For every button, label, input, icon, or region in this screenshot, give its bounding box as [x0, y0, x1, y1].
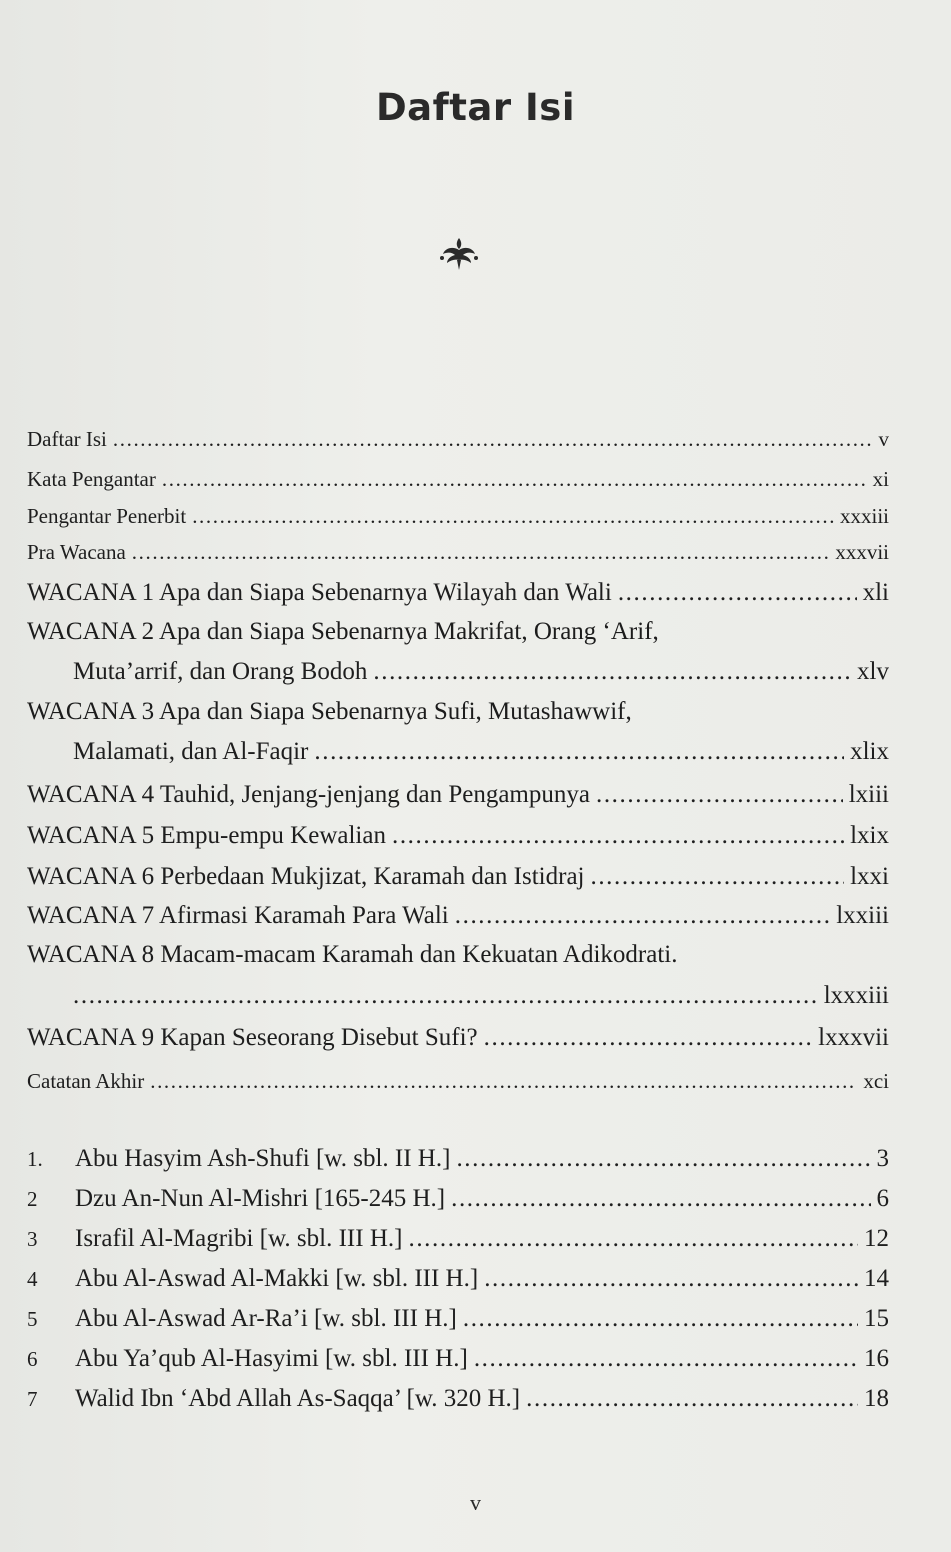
toc-entry-page: lxix [850, 822, 889, 849]
toc-entry-page: v [878, 427, 889, 451]
toc-entry-page: 6 [876, 1185, 889, 1212]
toc-entry[interactable] [27, 540, 889, 565]
toc-entry[interactable] [27, 781, 889, 809]
toc-entry-title: Dzu An-Nun Al-Mishri [165-245 H.] [75, 1185, 446, 1212]
dot-leader [113, 427, 873, 452]
toc-entry[interactable] [27, 902, 889, 930]
toc-entry-page: xi [872, 467, 889, 491]
dot-leader [474, 1345, 858, 1373]
toc-entry[interactable] [27, 467, 889, 492]
toc-entry[interactable] [27, 1145, 889, 1173]
toc-entry-title: WACANA 1 Apa dan Siapa Sebenarnya Wilayah dan Wali [27, 579, 612, 606]
dot-leader [150, 1069, 857, 1094]
toc-entry[interactable] [27, 1265, 889, 1293]
toc-entry[interactable] [27, 579, 889, 607]
toc-entry-number: 6 [27, 1347, 38, 1371]
dot-leader [192, 504, 834, 529]
toc-entry[interactable] [27, 1305, 889, 1333]
toc-entry-number: 2 [27, 1187, 38, 1211]
toc-entry-number: 4 [27, 1267, 38, 1291]
toc-entry-title: Abu Al-Aswad Ar-Ra’i [w. sbl. III H.] [75, 1305, 457, 1332]
toc-entry-title: Abu Hasyim Ash-Shufi [w. sbl. II H.] [75, 1145, 451, 1172]
dot-leader [596, 781, 843, 809]
toc-entry-page: 14 [864, 1265, 889, 1292]
dot-leader [73, 982, 818, 1010]
toc-entry-page: 12 [864, 1225, 889, 1252]
toc-entry[interactable] [27, 658, 889, 686]
toc-entry-page: xxxvii [835, 540, 889, 564]
toc-entry-title: Abu Ya’qub Al-Hasyimi [w. sbl. III H.] [75, 1345, 468, 1372]
dot-leader [408, 1225, 858, 1253]
dot-leader [455, 902, 830, 930]
toc-entry[interactable] [27, 1069, 889, 1094]
toc-entry-title: Pengantar Penerbit [27, 504, 187, 528]
toc-entry[interactable] [27, 1024, 889, 1052]
toc-entry-page: lxxxvii [818, 1024, 889, 1051]
toc-entry-title: Daftar Isi [27, 427, 107, 451]
toc-entry-title-continuation: Malamati, dan Al-Faqir [73, 738, 309, 765]
dot-leader [451, 1185, 870, 1213]
toc-entry-number: 3 [27, 1227, 38, 1251]
toc-entry-page: 16 [864, 1345, 889, 1372]
floral-ornament-icon [437, 236, 481, 272]
dot-leader [526, 1385, 858, 1413]
dot-leader [132, 540, 830, 565]
toc-entry[interactable] [27, 863, 889, 891]
toc-entry[interactable] [27, 822, 889, 850]
toc-entry-title: Israfil Al-Magribi [w. sbl. III H.] [75, 1225, 403, 1252]
toc-entry[interactable] [27, 1225, 889, 1253]
dot-leader [392, 822, 844, 850]
toc-entry-title: WACANA 5 Empu-empu Kewalian [27, 822, 386, 849]
toc-entry-title[interactable]: WACANA 3 Apa dan Siapa Sebenarnya Sufi, Mutashawwif, [27, 698, 632, 725]
dot-leader [484, 1265, 858, 1293]
toc-entry-number: 1. [27, 1147, 43, 1171]
toc-entry-title[interactable]: WACANA 2 Apa dan Siapa Sebenarnya Makrifat, Orang ‘Arif, [27, 618, 659, 645]
toc-entry-page: xxxiii [839, 504, 889, 528]
page-title: Daftar Isi [375, 86, 576, 129]
toc-entry-page: 15 [864, 1305, 889, 1332]
toc-entry-title[interactable]: WACANA 8 Macam-macam Karamah dan Kekuatan Adikodrati. [27, 941, 678, 968]
dot-leader [456, 1145, 870, 1173]
toc-entry-page: xli [862, 579, 889, 606]
toc-entry-page: lxiii [848, 781, 889, 808]
toc-entry-title: WACANA 4 Tauhid, Jenjang-jenjang dan Pengampunya [27, 781, 590, 808]
dot-leader [590, 863, 844, 891]
toc-entry-page: xlix [850, 738, 889, 765]
toc-entry-page: 3 [876, 1145, 889, 1172]
dot-leader [463, 1305, 858, 1333]
toc-entry[interactable] [27, 504, 889, 529]
toc-entry-title: WACANA 7 Afirmasi Karamah Para Wali [27, 902, 449, 929]
toc-entry-title: WACANA 6 Perbedaan Mukjizat, Karamah dan Istidraj [27, 863, 585, 890]
toc-entry-page: xci [863, 1069, 889, 1093]
toc-entry-title-continuation: Muta’arrif, dan Orang Bodoh [73, 658, 368, 685]
toc-entry-title: Kata Pengantar [27, 467, 156, 491]
toc-entry-number: 5 [27, 1307, 38, 1331]
dot-leader [373, 658, 851, 686]
toc-entry-title: Abu Al-Aswad Al-Makki [w. sbl. III H.] [75, 1265, 479, 1292]
dot-leader [484, 1024, 813, 1052]
toc-entry-page: 18 [864, 1385, 889, 1412]
dot-leader [314, 738, 844, 766]
toc-entry[interactable] [27, 1185, 889, 1213]
toc-entry-number: 7 [27, 1387, 38, 1411]
toc-entry[interactable] [27, 1385, 889, 1413]
toc-entry-title: Walid Ibn ‘Abd Allah As-Saqqa’ [w. 320 H.] [75, 1385, 521, 1412]
toc-entry-title: WACANA 9 Kapan Seseorang Disebut Sufi? [27, 1024, 478, 1051]
toc-entry[interactable] [27, 982, 889, 1010]
toc-entry-page: lxxi [850, 863, 889, 890]
dot-leader [618, 579, 857, 607]
toc-entry[interactable] [27, 738, 889, 766]
toc-entry-title: Pra Wacana [27, 540, 126, 564]
toc-entry-page: lxxxiii [823, 982, 889, 1009]
page-number: v [470, 1490, 481, 1515]
toc-entry-page: lxxiii [836, 902, 889, 929]
dot-leader [162, 467, 867, 492]
toc-entry[interactable] [27, 427, 889, 452]
toc-entry-page: xlv [857, 658, 889, 685]
toc-entry-title: Catatan Akhir [27, 1069, 145, 1093]
toc-entry[interactable] [27, 1345, 889, 1373]
